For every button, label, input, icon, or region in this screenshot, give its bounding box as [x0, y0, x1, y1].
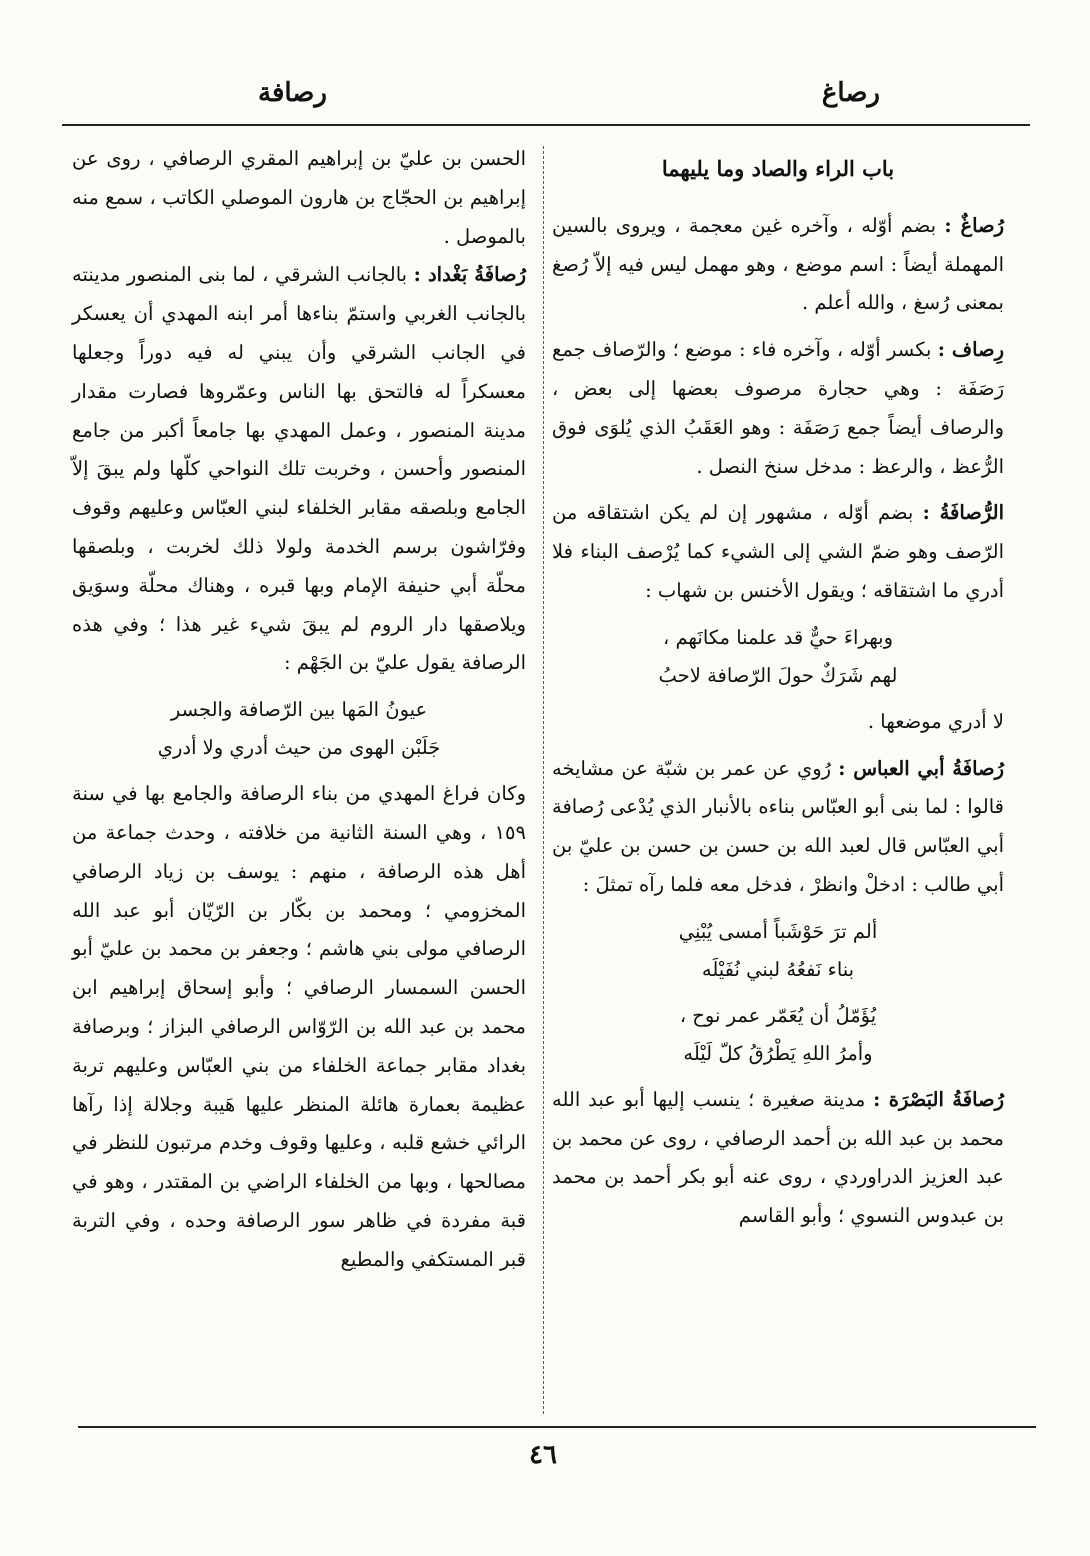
- lemma: رِصاف :: [937, 338, 1004, 362]
- paragraph: لا أدري موضعها .: [867, 709, 1004, 733]
- entry-text: رُوي عن عمر بن شبّة عن مشايخه قالوا : لما بنى أبو العبّاس بناءه بالأنبار الذي يُدْعى رُصافة أبي العبّاس قال لعبد الله بن حسن بن حسن بن عليّ بن أبي طالب : ادخلْ وانظرْ ، فدخل معه فلما رآه تمثلَ :: [552, 756, 1004, 896]
- header-title-right: رصاغ: [821, 78, 880, 108]
- verse-block: [552, 997, 1004, 1073]
- entry-rusagh: [552, 207, 1004, 323]
- entry-text: بضم أوّله ، وآخره غين معجمة ، ويروى بالسين المهملة أيضاً : اسم موضع ، وهو مهمل ليس فيه إلاّ رُصغ بمعنى رُسغ ، والله أعلم .: [552, 213, 1004, 315]
- lemma: رُصافَةُ البَصْرَة :: [873, 1087, 1004, 1111]
- entry-risaf: [552, 331, 1004, 486]
- top-rule: [62, 124, 1030, 126]
- entry-text: مدينة صغيرة ؛ ينسب إليها أبو عبد الله محمد بن عبد الله بن أحمد الرصافي ، روى عن محمد بن عبد العزيز الدراوردي ، روى عنه أبو بكر أحمد بن محمد بن عبدوس النسوي ؛ وأبو القاسم: [552, 1087, 1004, 1228]
- verse-line: وبهراءَ حيٌّ قد علمنا مكانَهم ،: [662, 625, 894, 649]
- verse-line: لهم شَرَكٌ حولَ الرّصافة لاحبُ: [658, 663, 898, 687]
- verse-line: بناء نَفعُهُ لبني نُفَيْلَه: [701, 957, 855, 981]
- verse-line: جَلَبْن الهوى من حيث أدري ولا أدري: [157, 736, 441, 760]
- lemma: رُصافَةُ أبي العباس :: [838, 756, 1004, 780]
- paragraph: وكان فراغ المهدي من بناء الرصافة والجامع بها في سنة ١٥٩ ، وهي السنة الثانية من خلافته ، وحدث جماعة من أهل هذه الرصافة ، منهم : يوسف بن زياد الرصافي المخزومي ؛ ومحمد بن بكّار بن الرّيّان أبو عبد الله الرصافي مولى بني هاشم ؛ وجعفر بن محمد بن عليّ أبو الحسن السمسار الرصافي ؛ وأبو إسحاق إبراهيم ابن محمد بن عبد الله بن الرّوّاس الرصافي البزاز ؛ وبرصافة بغداد مقابر جماعة الخلفاء من بني العبّاس وعليهم تربة عظيمة بعمارة هائلة المنظر عليها هَيبة وجلالة إذا رآها الرائي خشع قلبه ، وعليها وقوف وخدم مرتبون للنظر في مصالحها ، وبها من الخلفاء الراضي بن المقتدر ، وهو في قبة مفردة في ظاهر سور الرصافة وحده ، وفي التربة قبر المستكفي والمطيع: [72, 782, 526, 1271]
- right-column: [552, 140, 1004, 1236]
- page-number: ٤٦: [529, 1440, 557, 1470]
- header-title-left: رصافة: [258, 78, 327, 108]
- continuation-text: الحسن بن عليّ بن إبراهيم المقري الرصافي ، روى عن إبراهيم بن الحجّاج بن هارون الموصلي الكاتب ، سمع منه بالموصل .: [72, 147, 526, 248]
- verse-line: عيونُ المَها بين الرّصافة والجسر: [170, 698, 428, 722]
- entry-text: بالجانب الشرقي ، لما بنى المنصور مدينته بالجانب الغربي واستمّ بناءها أمر ابنه المهدي أن يعسكر في الجانب الشرقي وأن يبني له فيه دوراً وجعلها معسكراً له فالتحق بها الناس وعمّروها فصارت مقدار مدينة المنصور ، وعمل المهدي بها جامعاً أكبر من جامع المنصور وأحسن ، وخربت تلك النواحي كلّها ولم يبقَ إلاّ الجامع وبلصقه مقابر الخلفاء لبني العبّاس وعليهم وقوف وفرّاشون برسم الخدمة ولولا ذلك لخربت ، وبلصقها محلّة أبي حنيفة الإمام وبها قبره ، وهناك محلّة وسوَيق ويلاصقها دار الروم لم يبقَ شيء غير هذا ؛ وفي هذه الرصافة يقول عليّ بن الجَهْم :: [72, 263, 526, 675]
- verse-line: يُؤَمّلُ أن يُعَمّر عمر نوح ،: [679, 1003, 877, 1027]
- lemma: الرُّصافَةُ :: [922, 501, 1004, 525]
- entry-rusafat-abi-al-abbas: [552, 750, 1004, 905]
- entry-rusafat-baghdad: [72, 256, 526, 683]
- verse-line: ألم ترَ حَوْشَباً أمسى يُبْنِي: [678, 919, 878, 943]
- entry-text: بكسر أوّله ، وآخره فاء : موضع ؛ والرّصاف جمع رَصَفَة : وهي حجارة مرصوف بعضها إلى بعض ، والرصاف أيضاً جمع رَصَفَة : وهو العَقَبُ الذي يُلوَى فوق الرُّعظ ، والرعظ : مدخل سنخ النصل .: [552, 338, 1004, 478]
- entry-text: بضم أوّله ، مشهور إن لم يكن اشتقاقه من الرّصف وهو ضمّ الشي إلى الشيء كما يُرْصف البناء فلا أدري ما اشتقاقه ؛ ويقول الأخنس بن شهاب :: [552, 501, 1004, 602]
- column-divider: [543, 146, 544, 1414]
- verse-block: [72, 691, 526, 767]
- left-column: [72, 140, 526, 1280]
- verse-block: [552, 619, 1004, 695]
- bottom-rule: [78, 1426, 1036, 1428]
- section-heading: باب الراء والصاد وما يليهما: [661, 156, 895, 181]
- verse-line: وأمرُ اللهِ يَطْرُقُ كلّ لَيْلَه: [683, 1041, 873, 1065]
- lemma: رُصافَةُ بَغْداد :: [413, 263, 527, 287]
- entry-rusafa: [552, 494, 1004, 610]
- verse-block: [552, 913, 1004, 989]
- entry-rusafat-al-basra: [552, 1081, 1004, 1236]
- lemma: رُصاغٌ :: [944, 213, 1004, 237]
